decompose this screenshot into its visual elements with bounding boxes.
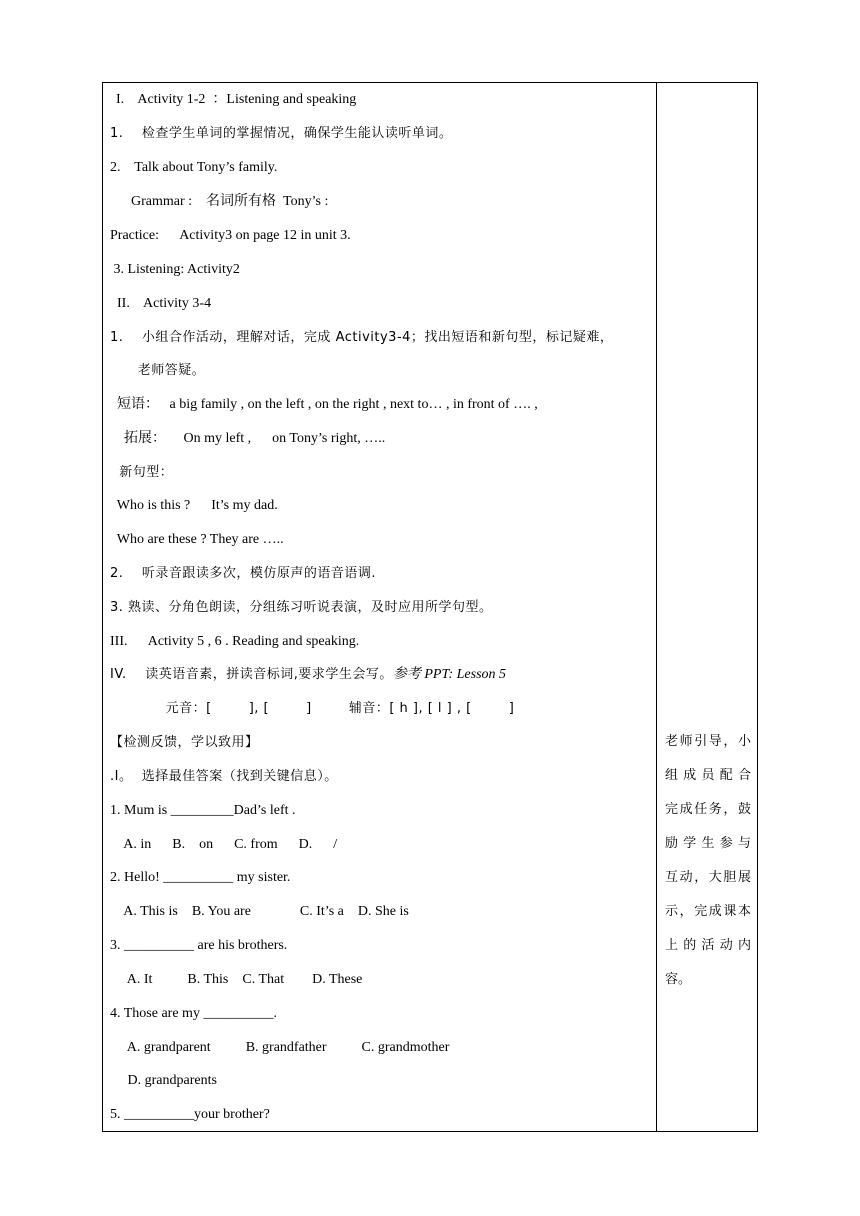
options: A. in B. on C. from D. / bbox=[110, 837, 338, 852]
side-note-line: 容。 bbox=[665, 972, 692, 987]
question: 2. Hello! __________ my sister. bbox=[110, 870, 291, 885]
extension-line: 拓展： On my left , on Tony’s right, ….. bbox=[110, 431, 386, 446]
step-line: 3. 熟读、分角色朗读，分组练习听说表演，及时应用所学句型。 bbox=[110, 600, 493, 615]
column-divider bbox=[656, 82, 657, 1132]
section-heading-4 bbox=[110, 666, 506, 684]
phonetic-line: 元音：[ ], [ ] 辅音：[ h ], [ l ] , [ ] bbox=[110, 701, 515, 716]
step-line-continued: 老师答疑。 bbox=[110, 363, 206, 378]
side-note-line: 励学生参与 bbox=[665, 836, 751, 851]
side-note-line: 老师引导，小 bbox=[665, 734, 751, 749]
side-note-line: 示，完成课本 bbox=[665, 904, 751, 919]
options: A. It B. This C. That D. These bbox=[110, 972, 363, 987]
question: 5. __________your brother? bbox=[110, 1107, 270, 1122]
options: D. grandparents bbox=[110, 1073, 217, 1088]
listening-line: 3. Listening: Activity2 bbox=[110, 262, 240, 277]
step-line: 2. 听录音跟读多次，模仿原声的语音语调. bbox=[110, 566, 377, 581]
section-heading-2: II. Activity 3-4 bbox=[110, 296, 212, 311]
question: 4. Those are my __________. bbox=[110, 1006, 277, 1021]
practice-line: Practice: Activity3 on page 12 in unit 3. bbox=[110, 228, 351, 243]
section-heading-1: I. Activity 1-2 ：Listening and speaking bbox=[116, 92, 357, 107]
exercise-instruction: .I。 选择最佳答案（找到关键信息）。 bbox=[110, 769, 338, 784]
ppt-reference: 参考 PPT: Lesson 5 bbox=[392, 667, 507, 682]
side-note-line: 上的活动内 bbox=[665, 938, 751, 953]
options: A. grandparent B. grandfather C. grandmother bbox=[110, 1040, 450, 1055]
phonics-instruction: IV. 读英语音素，拼读音标词,要求学生会写。 bbox=[110, 667, 393, 682]
phrases-line: 短语： a big family , on the left , on the right , next to… , in front of …. , bbox=[110, 397, 538, 412]
side-note-line: 完成任务，鼓 bbox=[665, 802, 751, 817]
feedback-heading: 【检测反馈，学以致用】 bbox=[110, 735, 259, 750]
step-line: 2. Talk about Tony’s family. bbox=[110, 160, 278, 175]
side-note-line: 互动，大胆展 bbox=[665, 870, 751, 885]
example-sentence: Who are these ? They are ….. bbox=[110, 532, 284, 547]
question: 3. __________ are his brothers. bbox=[110, 938, 288, 953]
step-line: 1. 小组合作活动，理解对话，完成 Activity3-4；找出短语和新句型，标记疑难， bbox=[110, 330, 614, 345]
section-heading-3: III. Activity 5 , 6 . Reading and speaking. bbox=[110, 634, 360, 649]
step-line: 1. 检查学生单词的掌握情况，确保学生能认读听单词。 bbox=[110, 126, 453, 141]
options: A. This is B. You are C. It’s a D. She is bbox=[110, 904, 409, 919]
question: 1. Mum is _________Dad’s left . bbox=[110, 803, 296, 818]
example-sentence: Who is this ? It’s my dad. bbox=[110, 498, 278, 513]
grammar-line: Grammar : 名词所有格 Tony’s : bbox=[110, 194, 329, 209]
new-sentences-label: 新句型： bbox=[110, 465, 174, 480]
side-note-line: 组成员配合 bbox=[665, 768, 751, 783]
